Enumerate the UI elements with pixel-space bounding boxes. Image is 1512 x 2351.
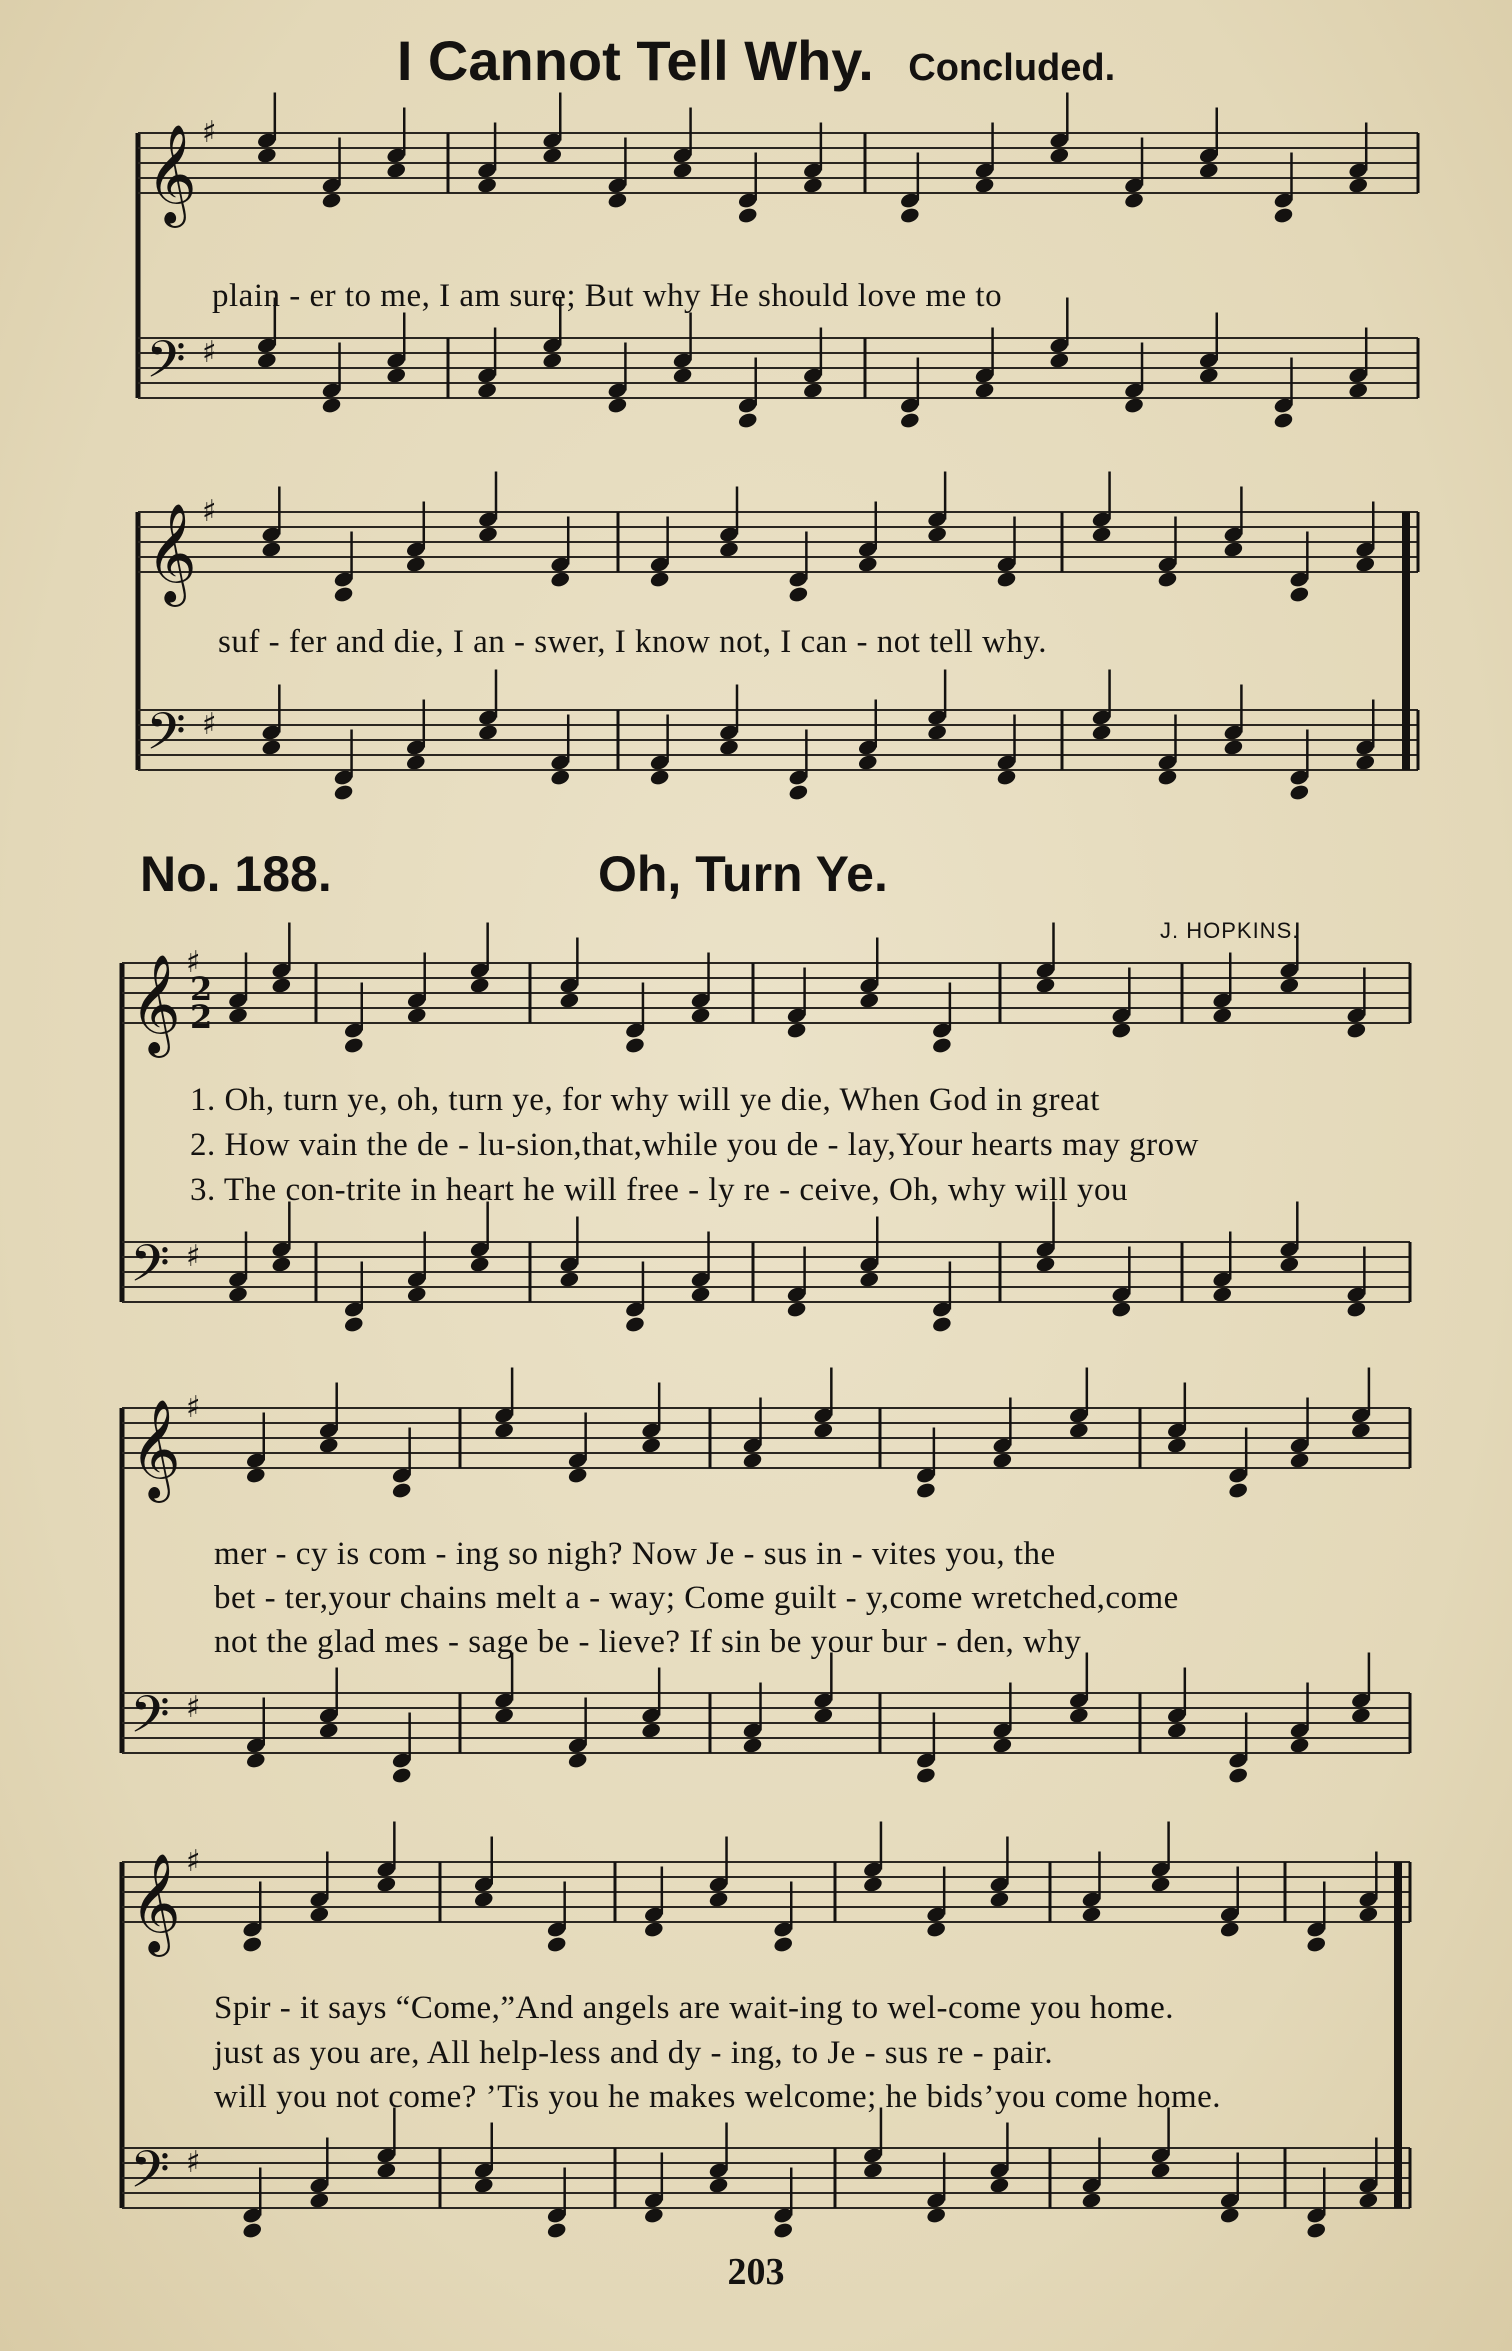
notehead <box>1346 1021 1367 1039</box>
notehead <box>318 1721 339 1739</box>
notehead <box>559 991 580 1009</box>
notehead <box>1289 1451 1310 1469</box>
notehead <box>996 768 1017 786</box>
notehead <box>718 540 739 558</box>
notehead <box>1358 2191 1379 2209</box>
notehead <box>857 753 878 771</box>
notehead <box>1289 1736 1310 1754</box>
composer-credit: J. HOPKINS. <box>1160 918 1300 943</box>
notehead <box>1223 540 1244 558</box>
notehead <box>386 366 407 384</box>
lyric-line: Spir - it says “Come,”And angels are wait-ing to wel-come you home. <box>214 1990 1175 2026</box>
bass-clef: 𝄢 <box>130 1233 170 1306</box>
notehead <box>559 1270 580 1288</box>
notehead <box>1049 351 1070 369</box>
notehead <box>1166 1721 1187 1739</box>
notehead <box>333 783 354 801</box>
notehead <box>477 723 498 741</box>
notehead <box>567 1466 588 1484</box>
notehead <box>1212 1285 1233 1303</box>
notehead <box>271 1255 292 1273</box>
notehead <box>813 1421 834 1439</box>
notehead <box>1068 1421 1089 1439</box>
notehead <box>391 1766 412 1784</box>
notehead <box>546 1935 567 1953</box>
notehead <box>405 753 426 771</box>
notehead <box>1035 976 1056 994</box>
notehead <box>649 570 670 588</box>
notehead <box>1306 2221 1327 2239</box>
key-signature: ♯ <box>186 1690 201 1725</box>
notehead <box>1223 738 1244 756</box>
notehead <box>643 1920 664 1938</box>
notehead <box>376 1875 397 1893</box>
lyric-line: will you not come? ’Tis you he makes welcome; he bids’you come home. <box>214 2079 1222 2115</box>
notehead <box>227 1006 248 1024</box>
notehead <box>542 146 563 164</box>
bass-clef: 𝄢 <box>146 329 186 402</box>
lyric-line: mer - cy is com - ing so nigh? Now Je - sus in - vites you, the <box>214 1536 1056 1572</box>
notehead <box>1228 1481 1249 1499</box>
notehead <box>708 1890 729 1908</box>
notehead <box>1111 1021 1132 1039</box>
notehead <box>624 1315 645 1333</box>
notehead <box>899 411 920 429</box>
lyric-line: 1. Oh, turn ye, oh, turn ye, for why will ye die, When God in great <box>190 1082 1100 1118</box>
lyric-line: suf - fer and die, I an - swer, I know not, I can - not tell why. <box>218 624 1048 660</box>
notehead <box>859 991 880 1009</box>
notehead <box>649 768 670 786</box>
bass-clef: 𝄢 <box>146 701 186 774</box>
notehead <box>1150 1875 1171 1893</box>
notehead <box>786 1300 807 1318</box>
notehead <box>1219 1920 1240 1938</box>
notehead <box>718 738 739 756</box>
notehead <box>974 176 995 194</box>
notehead <box>550 570 571 588</box>
key-signature: ♯ <box>202 115 217 150</box>
notehead <box>1346 1300 1367 1318</box>
notehead <box>643 2206 664 2224</box>
notehead <box>493 1706 514 1724</box>
notehead <box>931 1315 952 1333</box>
notehead <box>1068 1706 1089 1724</box>
key-signature: ♯ <box>202 494 217 529</box>
notehead <box>989 1890 1010 1908</box>
notehead <box>1049 146 1070 164</box>
notehead <box>256 146 277 164</box>
notehead <box>690 1285 711 1303</box>
notehead <box>992 1451 1013 1469</box>
notehead <box>1289 783 1310 801</box>
treble-clef: 𝄞 <box>130 954 181 1054</box>
notehead <box>406 1006 427 1024</box>
notehead <box>1358 1905 1379 1923</box>
notehead <box>242 2221 263 2239</box>
notehead <box>1035 1255 1056 1273</box>
hymn-title: Oh, Turn Ye. <box>598 846 888 902</box>
notehead <box>708 2176 729 2194</box>
hymn-number: No. 188. <box>140 846 332 902</box>
notehead <box>469 1255 490 1273</box>
notehead <box>1091 525 1112 543</box>
treble-clef: 𝄞 <box>130 1399 181 1499</box>
notehead <box>333 585 354 603</box>
key-signature: ♯ <box>186 2145 201 2180</box>
notehead <box>640 1436 661 1454</box>
lyric-line: not the glad mes - sage be - lieve? If sin be your bur - den, why <box>214 1624 1082 1660</box>
notehead <box>786 1021 807 1039</box>
lyric-line: plain - er to me, I am sure; But why He should love me to <box>212 278 1003 314</box>
notehead <box>899 206 920 224</box>
notehead <box>640 1721 661 1739</box>
notehead <box>925 1920 946 1938</box>
notehead <box>1212 1006 1233 1024</box>
time-signature: 2 <box>190 998 213 1036</box>
notehead <box>773 2221 794 2239</box>
page-number: 203 <box>727 2251 785 2293</box>
notehead <box>802 381 823 399</box>
notehead <box>343 1315 364 1333</box>
notehead <box>737 411 758 429</box>
treble-clef: 𝄞 <box>130 1853 181 1953</box>
notehead <box>607 396 628 414</box>
notehead <box>989 2176 1010 2194</box>
notehead <box>546 2221 567 2239</box>
notehead <box>245 1751 266 1769</box>
notehead <box>1279 1255 1300 1273</box>
notehead <box>245 1466 266 1484</box>
notehead <box>1081 2191 1102 2209</box>
notehead <box>309 1905 330 1923</box>
treble-clef: 𝄞 <box>146 124 197 224</box>
notehead <box>477 525 498 543</box>
notehead <box>788 585 809 603</box>
notehead <box>1081 1905 1102 1923</box>
notehead <box>624 1036 645 1054</box>
notehead <box>376 2161 397 2179</box>
notehead <box>742 1736 763 1754</box>
time-signature: 2 <box>190 970 213 1008</box>
notehead <box>1273 411 1294 429</box>
notehead <box>242 1935 263 1953</box>
treble-clef: 𝄞 <box>146 503 197 603</box>
notehead <box>261 540 282 558</box>
notehead <box>567 1751 588 1769</box>
notehead <box>1228 1766 1249 1784</box>
lyric-line: bet - ter,your chains melt a - way; Come guilt - y,come wretched,come <box>214 1580 1179 1616</box>
lyric-line: just as you are, All help-less and dy - ing, to Je - sus re - pair. <box>214 2035 1054 2071</box>
notehead <box>742 1451 763 1469</box>
notehead <box>926 723 947 741</box>
notehead <box>931 1036 952 1054</box>
notehead <box>1355 753 1376 771</box>
notehead <box>788 783 809 801</box>
notehead <box>773 1935 794 1953</box>
notehead <box>550 768 571 786</box>
notehead <box>1091 723 1112 741</box>
notehead <box>1279 976 1300 994</box>
notehead <box>1198 366 1219 384</box>
notehead <box>607 191 628 209</box>
notehead <box>996 570 1017 588</box>
notehead <box>473 1890 494 1908</box>
notehead <box>309 2191 330 2209</box>
bass-clef: 𝄢 <box>130 2139 170 2212</box>
notehead <box>1273 206 1294 224</box>
notehead <box>1157 570 1178 588</box>
notehead <box>1123 191 1144 209</box>
notehead <box>672 366 693 384</box>
key-signature: ♯ <box>202 335 217 370</box>
notehead <box>386 161 407 179</box>
notehead <box>476 176 497 194</box>
notehead <box>992 1736 1013 1754</box>
notehead <box>473 2176 494 2194</box>
notehead <box>542 351 563 369</box>
notehead <box>862 2161 883 2179</box>
key-signature: ♯ <box>186 1239 201 1274</box>
notehead <box>802 176 823 194</box>
notehead <box>476 381 497 399</box>
notehead <box>256 351 277 369</box>
key-signature: ♯ <box>186 1844 201 1879</box>
notehead <box>925 2206 946 2224</box>
notehead <box>1350 1706 1371 1724</box>
notehead <box>690 1006 711 1024</box>
notehead <box>343 1036 364 1054</box>
notehead <box>1348 176 1369 194</box>
notehead <box>1348 381 1369 399</box>
notehead <box>857 555 878 573</box>
notehead <box>974 381 995 399</box>
notehead <box>1306 1935 1327 1953</box>
lyric-line: 3. The con-trite in heart he will free - ly re - ceive, Oh, why will you <box>190 1172 1129 1208</box>
notehead <box>862 1875 883 1893</box>
notehead <box>1123 396 1144 414</box>
key-signature: ♯ <box>186 945 201 980</box>
notehead <box>737 206 758 224</box>
notehead <box>227 1285 248 1303</box>
notehead <box>1350 1421 1371 1439</box>
notehead <box>318 1436 339 1454</box>
notehead <box>1150 2161 1171 2179</box>
notehead <box>915 1481 936 1499</box>
notehead <box>926 525 947 543</box>
notehead <box>813 1706 834 1724</box>
hymn-title: I Cannot Tell Why. <box>396 29 874 92</box>
notehead <box>271 976 292 994</box>
notehead <box>321 396 342 414</box>
notehead <box>1289 585 1310 603</box>
notehead <box>321 191 342 209</box>
bass-clef: 𝄢 <box>130 1684 170 1757</box>
key-signature: ♯ <box>202 707 217 742</box>
notehead <box>1111 1300 1132 1318</box>
notehead <box>261 738 282 756</box>
notehead <box>406 1285 427 1303</box>
notehead <box>493 1421 514 1439</box>
hymn-subtitle: Concluded. <box>908 47 1116 89</box>
notehead <box>672 161 693 179</box>
notehead <box>1219 2206 1240 2224</box>
notehead <box>859 1270 880 1288</box>
key-signature: ♯ <box>186 1390 201 1425</box>
notehead <box>1157 768 1178 786</box>
notehead <box>915 1766 936 1784</box>
lyric-line: 2. How vain the de - lu-sion,that,while you de - lay,Your hearts may grow <box>190 1127 1199 1163</box>
notehead <box>391 1481 412 1499</box>
notehead <box>1166 1436 1187 1454</box>
notehead <box>405 555 426 573</box>
notehead <box>469 976 490 994</box>
notehead <box>1355 555 1376 573</box>
notehead <box>1198 161 1219 179</box>
